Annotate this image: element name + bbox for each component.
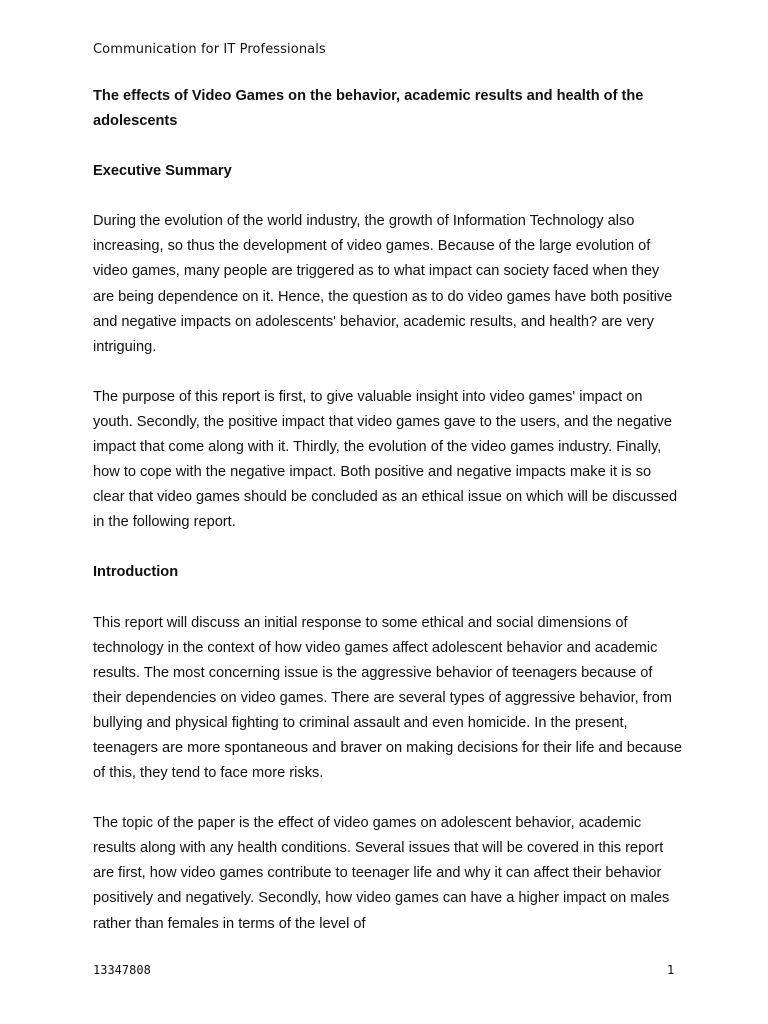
footer-page-number: 1 [667,963,675,977]
document-body [93,84,683,937]
document-title: The effects of Video Games on the behavior, academic results and health of the adolescents [93,88,644,130]
executive-summary-paragraph-2: The purpose of this report is first, to give valuable insight into video games' impact on youth. Secondly, the positive impact that video games gave to the users, and the negative impact that come along with it. Thirdly, the evolution of the video games industry. Finally, how to cope with the negative impact. Both positive and negative impacts make it is so clear that video games should be concluded as an ethical issue on which will be discussed in the following report. [93,388,678,531]
introduction-paragraph-1: This report will discuss an initial response to some ethical and social dimensions of technology in the context of how video games affect adolescent behavior and academic results. The most concerning issue is the aggressive behavior of teenagers because of their dependencies on video games. There are several types of aggressive behavior, from bullying and physical fighting to criminal assault and even homicide. In the present, teenagers are more spontaneous and braver on making decisions for their life and because of this, they tend to face more risks. [93,614,682,782]
introduction-paragraph-2: The topic of the paper is the effect of video games on adolescent behavior, academic results along with any health conditions. Several issues that will be covered in this report are first, how video games contribute to teenager life and why it can affect their behavior positively and negatively. Secondly, how video games can have a higher impact on males rather than females in terms of the level of [93,815,670,932]
running-header: Communication for IT Professionals [93,42,326,57]
executive-summary-paragraph-1: During the evolution of the world industry, the growth of Information Technology also increasing, so thus the development of video games. Because of the large evolution of video games, many people are triggered as to what impact can society faced when they are being dependence on it. Hence, the question as to do video games have both positive and negative impacts on adolescents' behavior, academic results, and health? are very intriguing. [93,213,673,355]
footer-student-id: 13347808 [93,963,151,977]
executive-summary-heading: Executive Summary [93,163,232,180]
introduction-heading: Introduction [93,564,179,581]
